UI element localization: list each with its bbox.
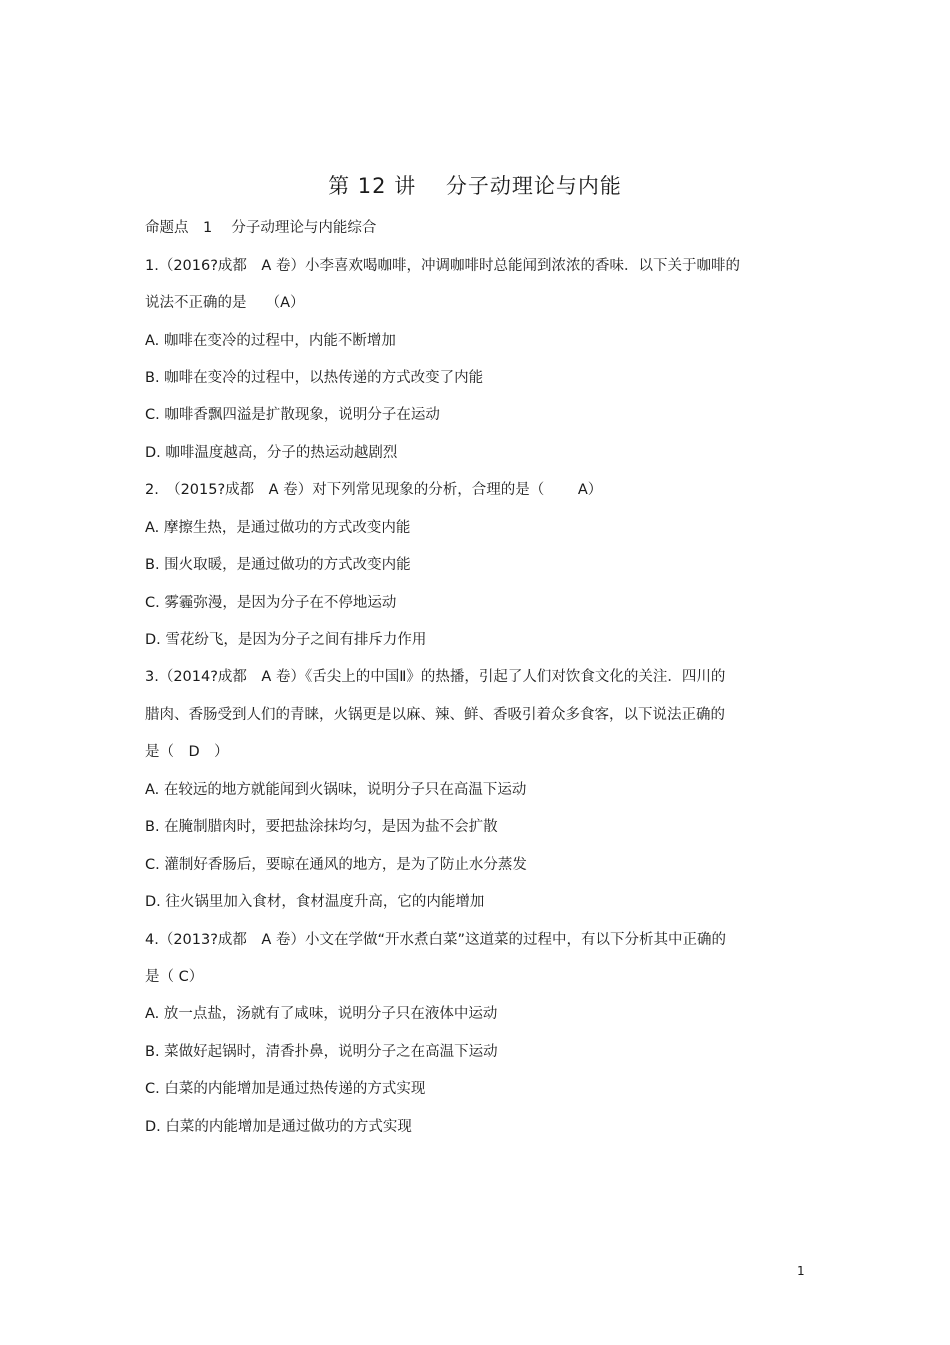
question-3-stem-line-1: 3.（2014?成都 A 卷）《舌尖上的中国Ⅱ》的热播，引起了人们对饮食文化的关注．四川的	[145, 669, 726, 685]
question-3-option-b: B. 在腌制腊肉时，要把盐涂抹均匀，是因为盐不会扩散	[145, 819, 498, 835]
question-1-option-c: C. 咖啡香飘四溢是扩散现象，说明分子在运动	[145, 407, 440, 423]
question-4-option-a: A. 放一点盐，汤就有了咸味，说明分子只在液体中运动	[145, 1006, 498, 1022]
question-3-stem-line-2: 腊肉、香肠受到人们的青睐，火锅更是以麻、辣、鲜、香吸引着众多食客，以下说法正确的	[145, 707, 725, 723]
question-3-stem-line-3: 是（ D ）	[145, 744, 229, 760]
question-2-option-b: B. 围火取暖，是通过做功的方式改变内能	[145, 557, 411, 573]
question-4-option-c: C. 白菜的内能增加是通过热传递的方式实现	[145, 1081, 426, 1097]
question-3-option-a: A. 在较远的地方就能闻到火锅味，说明分子只在高温下运动	[145, 782, 527, 798]
question-2-stem-line-1: 2. （2015?成都 A 卷）对下列常见现象的分析，合理的是（ A）	[145, 482, 603, 498]
question-4-option-d: D. 白菜的内能增加是通过做功的方式实现	[145, 1119, 412, 1135]
section-heading: 命题点 1 分子动理论与内能综合	[145, 220, 377, 236]
question-1-option-d: D. 咖啡温度越高，分子的热运动越剧烈	[145, 445, 398, 461]
question-2-option-a: A. 摩擦生热，是通过做功的方式改变内能	[145, 520, 411, 536]
question-2-option-c: C. 雾霾弥漫，是因为分子在不停地运动	[145, 595, 397, 611]
question-1-option-a: A. 咖啡在变冷的过程中，内能不断增加	[145, 333, 396, 349]
question-1-stem-line-1: 1.（2016?成都 A 卷）小李喜欢喝咖啡，冲调咖啡时总能闻到浓浓的香味．以下关于咖啡的	[145, 258, 740, 274]
question-1-stem-line-2: 说法不正确的是 （A）	[145, 295, 305, 311]
question-4-stem-line-2: 是（ C）	[145, 969, 204, 985]
question-4-stem-line-1: 4.（2013?成都 A 卷）小文在学做“开水煮白菜”这道菜的过程中，有以下分析其中正确的	[145, 932, 726, 948]
question-3-option-d: D. 往火锅里加入食材，食材温度升高，它的内能增加	[145, 894, 485, 910]
page-title: 第 12 讲 分子动理论与内能	[328, 174, 622, 198]
page-number: 1	[797, 1264, 805, 1278]
question-3-option-c: C. 灌制好香肠后，要晾在通风的地方，是为了防止水分蒸发	[145, 857, 527, 873]
question-1-option-b: B. 咖啡在变冷的过程中，以热传递的方式改变了内能	[145, 370, 484, 386]
question-2-option-d: D. 雪花纷飞，是因为分子之间有排斥力作用	[145, 632, 427, 648]
question-4-option-b: B. 菜做好起锅时，清香扑鼻，说明分子之在高温下运动	[145, 1044, 498, 1060]
